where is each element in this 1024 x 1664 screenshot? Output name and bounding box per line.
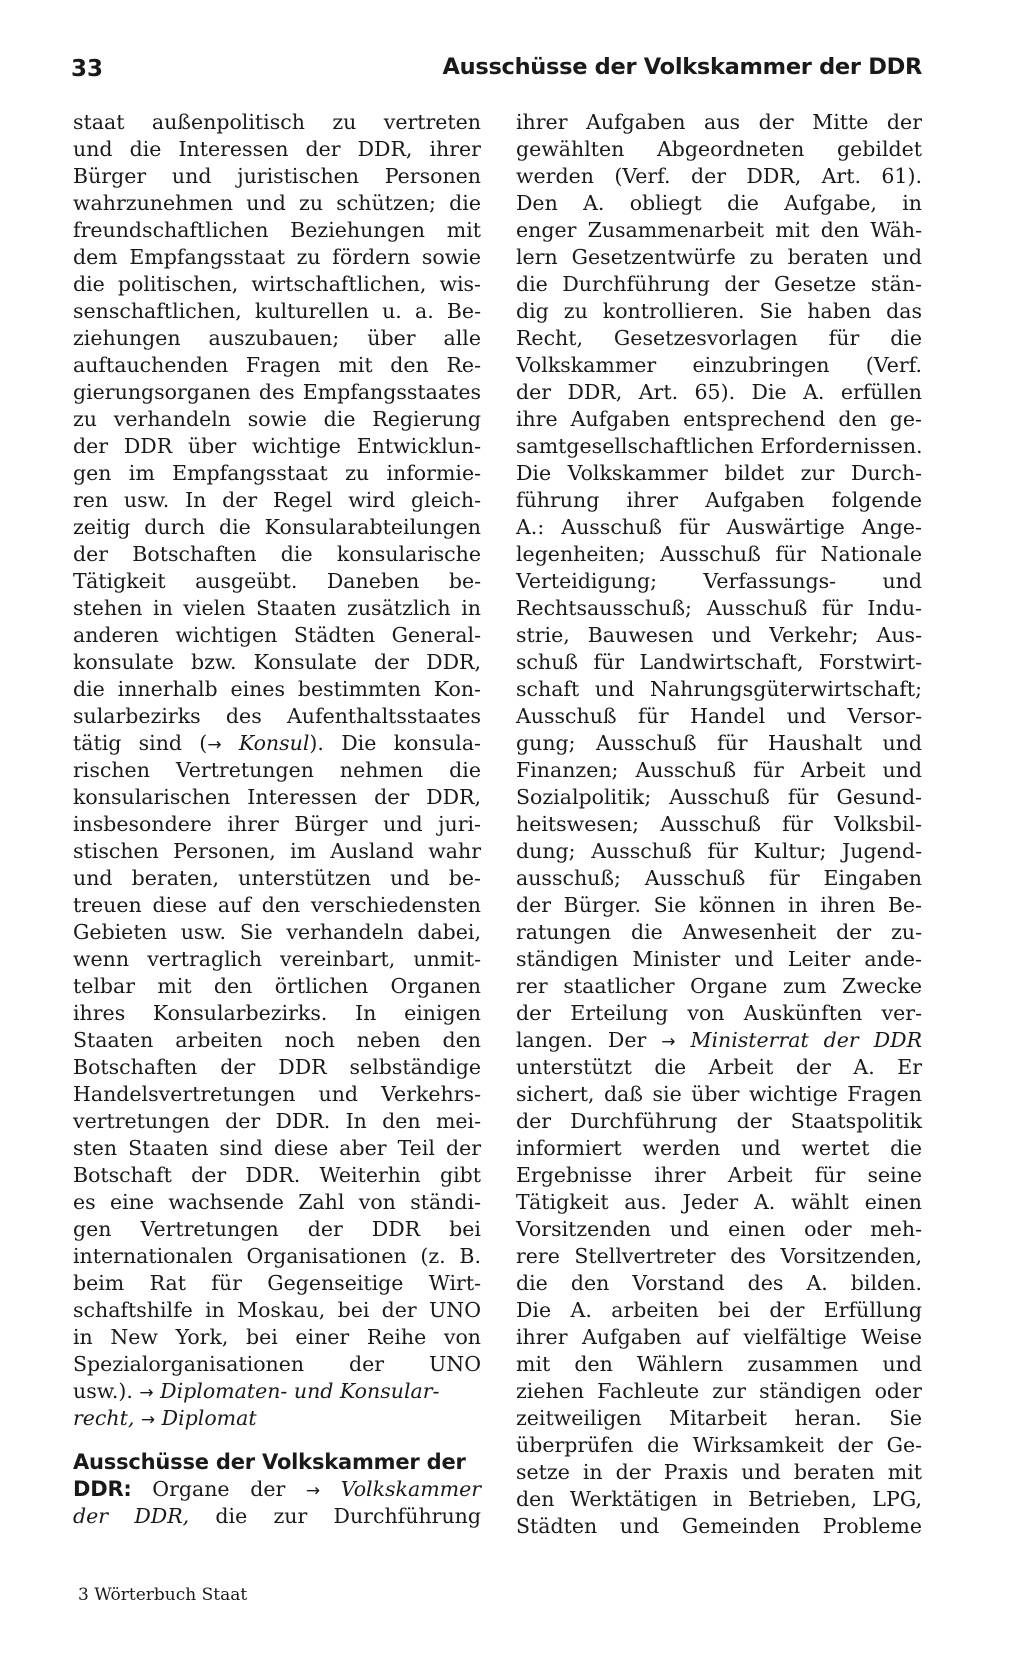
text-line: gewählten Abgeordneten gebildet [516,137,922,161]
text-line: heitswesen; Ausschuß für Volksbil- [516,812,922,836]
text-line: der Bürger. Sie können in ihren Be- [516,893,922,917]
text-line: ihrer Aufgaben auf vielfältige Weise [516,1325,922,1349]
crossref-line-2 [73,1405,481,1432]
text-line: Finanzen; Ausschuß für Arbeit und [516,758,922,782]
text-line: die innerhalb eines bestimmten Kon- [73,677,481,701]
left-text-block-1 [73,109,481,730]
text-span: Organe der [131,1477,306,1501]
text-line: ihrer Aufgaben aus der Mitte der [516,110,922,134]
text-line: senschaftlichen, kulturellen u. a. Be- [73,299,481,323]
text-line: schaftshilfe in Moskau, bei der UNO [73,1298,481,1322]
text-line: Tätigkeit aus. Jeder A. wählt einen [516,1190,922,1214]
text-line: unterstützt die Arbeit der A. Er [516,1055,922,1079]
text-line: telbar mit den örtlichen Organen [73,974,481,998]
crossref-link-diplomatenrecht-end[interactable]: recht, [73,1406,141,1430]
crossref-link-volkskammer[interactable]: Volkskammer [340,1477,481,1501]
crossref-line-1 [73,1378,481,1405]
text-line: Gebieten usw. Sie verhandeln dabei, [73,920,481,944]
text-line: Bürger und juristischen Personen [73,164,481,188]
text-span: ). Die konsula- [309,731,481,755]
text-line: rischen Vertretungen nehmen die [73,758,481,782]
konsul-crossref-line [73,730,481,757]
text-line: Volkskammer einzubringen (Verf. [516,353,922,377]
text-line: ratungen die Anwesenheit der zu- [516,920,922,944]
text-line: Botschaft der DDR. Weiterhin gibt [73,1163,481,1187]
entry-heading: Ausschüsse der Volkskammer der [73,1450,466,1474]
text-line: staat außenpolitisch zu vertreten [73,110,481,134]
text-line: es eine wachsende Zahl von ständi- [73,1190,481,1214]
text-line: dig zu kontrollieren. Sie haben das [516,299,922,323]
text-line: werden (Verf. der DDR, Art. 61). [516,164,922,188]
text-line: mit den Wählern zusammen und [516,1352,922,1376]
right-text-block-2 [516,1054,922,1540]
text-line: treuen diese auf den verschiedensten [73,893,481,917]
right-text-block-1 [516,109,922,1027]
crossref-link-ministerrat[interactable]: Ministerrat der DDR [690,1028,922,1052]
text-line: Ergebnisse ihrer Arbeit für seine [516,1163,922,1187]
text-line: stehen in vielen Staaten zusätzlich in [73,596,481,620]
text-line: schuß für Landwirtschaft, Forstwirt- [516,650,922,674]
crossref-arrow-icon: → [207,735,222,755]
text-line: den Werktätigen in Betrieben, LPG, [516,1487,922,1511]
text-line: gierungsorganen des Empfangsstaates [73,380,481,404]
text-line: der Durchführung der Staatspolitik [516,1109,922,1133]
text-line: Botschaften der DDR selbständige [73,1055,481,1079]
text-line: dung; Ausschuß für Kultur; Jugend- [516,839,922,863]
text-line: zeitig durch die Konsularabteilungen [73,515,481,539]
text-span: langen. Der [516,1028,662,1052]
running-head: Ausschüsse der Volkskammer der DDR [442,54,922,80]
text-line: ziehen Fachleute zur ständigen oder [516,1379,922,1403]
text-line: vertretungen der DDR. In den mei- [73,1109,481,1133]
text-line: zeitweiligen Mitarbeit heran. Sie [516,1406,922,1430]
page-header [0,0,1024,100]
crossref-arrow-icon: → [661,1032,676,1052]
crossref-link-volkskammer-end[interactable]: der DDR, [73,1504,190,1528]
text-line: die Durchführung der Gesetze stän- [516,272,922,296]
text-line: gen Vertretungen der DDR bei [73,1217,481,1241]
text-line: schaft und Nahrungsgüterwirtschaft; [516,677,922,701]
text-line: rere Stellvertreter des Vorsitzenden, [516,1244,922,1268]
text-line: ziehungen auszubauen; über alle [73,326,481,350]
text-line: Rechtsausschuß; Ausschuß für Indu- [516,596,922,620]
text-span: usw.). [73,1379,140,1403]
text-line: Die Volkskammer bildet zur Durch- [516,461,922,485]
text-line: Sozialpolitik; Ausschuß für Gesund- [516,785,922,809]
crossref-arrow-icon: → [140,1410,156,1430]
text-line: konsulate bzw. Konsulate der DDR, [73,650,481,674]
page-footer: 3 Wörterbuch Staat [78,1585,248,1605]
text-line: setze in der Praxis und beraten mit [516,1460,922,1484]
text-line: der Botschaften die konsularische [73,542,481,566]
text-line: informiert werden und wertet die [516,1136,922,1160]
right-column [516,109,922,1540]
text-span: die zur Durchführung [189,1504,481,1528]
text-line: der DDR über wichtige Entwicklun- [73,434,481,458]
text-line: beim Rat für Gegenseitige Wirt- [73,1271,481,1295]
text-line: der Erteilung von Auskünften ver- [516,1001,922,1025]
text-line: sularbezirks des Aufenthaltsstaates [73,704,481,728]
text-line: Die A. arbeiten bei der Erfüllung [516,1298,922,1322]
text-span: tätig sind ( [73,731,208,755]
text-line: A.: Ausschuß für Auswärtige Ange- [516,515,922,539]
crossref-link-konsul[interactable]: Konsul [238,731,310,755]
text-line: ihre Aufgaben entsprechend den ge- [516,407,922,431]
entry-gap [73,1432,481,1449]
text-line: ausschuß; Ausschuß für Eingaben [516,866,922,890]
text-line: Den A. obliegt die Aufgabe, in [516,191,922,215]
text-line: sten Staaten sind diese aber Teil der [73,1136,481,1160]
text-line: überprüfen die Wirksamkeit der Ge- [516,1433,922,1457]
text-line: gung; Ausschuß für Haushalt und [516,731,922,755]
text-line: anderen wichtigen Städten General- [73,623,481,647]
text-line: strie, Bauwesen und Verkehr; Aus- [516,623,922,647]
text-line: internationalen Organisationen (z. B. [73,1244,481,1268]
text-line: Spezialorganisationen der UNO [73,1352,481,1376]
crossref-arrow-icon: → [139,1383,154,1403]
text-line: gen im Empfangsstaat zu informie- [73,461,481,485]
text-line: legenheiten; Ausschuß für Nationale [516,542,922,566]
entry-heading-end: DDR: [73,1477,132,1501]
text-line: die den Vorstand des A. bilden. [516,1271,922,1295]
text-line: Verteidigung; Verfassungs- und [516,569,922,593]
entry-heading-line-2 [73,1476,481,1503]
text-line: und die Interessen der DDR, ihrer [73,137,481,161]
text-line: der DDR, Art. 65). Die A. erfüllen [516,380,922,404]
left-text-block-2 [73,757,481,1378]
text-line: wenn vertraglich vereinbart, unmit- [73,947,481,971]
text-line: Ausschuß für Handel und Versor- [516,704,922,728]
crossref-link-diplomat[interactable]: Diplomat [161,1406,257,1430]
left-column [73,109,481,1530]
page-number: 33 [71,56,104,82]
text-line: Handelsvertretungen und Verkehrs- [73,1082,481,1106]
text-line: freundschaftlichen Beziehungen mit [73,218,481,242]
crossref-link-diplomatenrecht[interactable]: Diplomaten- und Konsular- [160,1379,440,1403]
text-line: die politischen, wirtschaftlichen, wis- [73,272,481,296]
text-line: insbesondere ihrer Bürger und juri- [73,812,481,836]
text-line: in New York, bei einer Reihe von [73,1325,481,1349]
text-line: stischen Personen, im Ausland wahr [73,839,481,863]
text-line: sichert, daß sie über wichtige Fragen [516,1082,922,1106]
text-line: ihres Konsularbezirks. In einigen [73,1001,481,1025]
text-line: ren usw. In der Regel wird gleich- [73,488,481,512]
text-line: führung ihrer Aufgaben folgende [516,488,922,512]
text-line: Vorsitzenden und einen oder meh- [516,1217,922,1241]
text-line: samtgesellschaftlichen Erfordernissen. [516,434,923,458]
text-line: rer staatlicher Organe zum Zwecke [516,974,922,998]
text-line: ständigen Minister und Leiter ande- [516,947,922,971]
text-line: und beraten, unterstützen und be- [73,866,481,890]
text-line: dem Empfangsstaat zu fördern sowie [73,245,481,269]
text-line: Recht, Gesetzesvorlagen für die [516,326,922,350]
crossref-arrow-icon: → [305,1481,321,1501]
text-line: enger Zusammenarbeit mit den Wäh- [516,218,922,242]
text-line: Staaten arbeiten noch neben den [73,1028,481,1052]
text-line: zu verhandeln sowie die Regierung [73,407,481,431]
text-line: Tätigkeit ausgeübt. Daneben be- [73,569,481,593]
text-line: wahrzunehmen und zu schützen; die [73,191,481,215]
ministerrat-crossref-line [516,1027,922,1054]
entry-line-3 [73,1503,481,1530]
text-line: Städten und Gemeinden Probleme [516,1514,922,1538]
text-line: lern Gesetzentwürfe zu beraten und [516,245,922,269]
text-line: auftauchenden Fragen mit den Re- [73,353,481,377]
text-line: konsularischen Interessen der DDR, [73,785,481,809]
